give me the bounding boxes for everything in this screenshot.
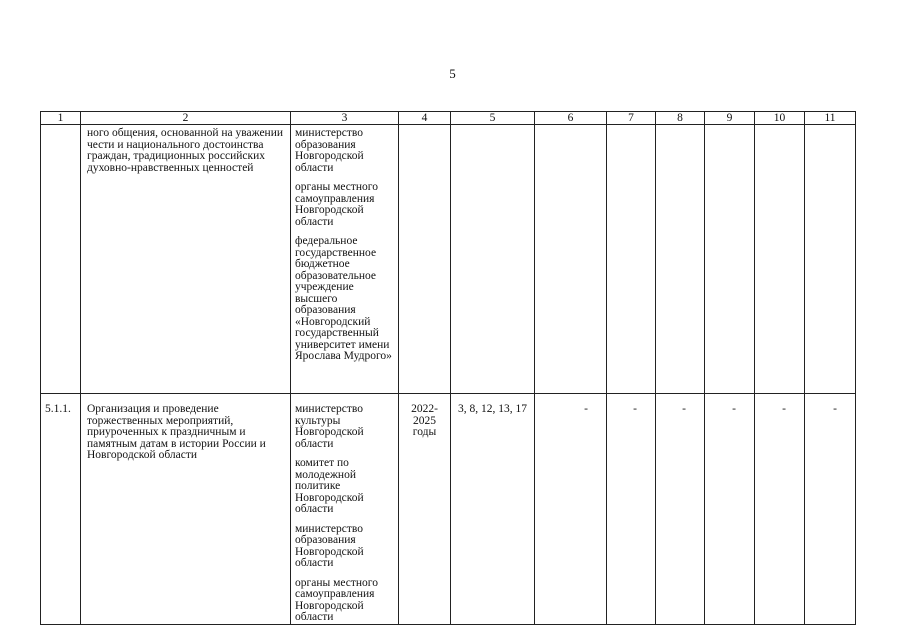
table-header-row xyxy=(41,112,856,125)
activities-table xyxy=(40,111,856,625)
executor-item: органы местного самоуправления Новгородской области xyxy=(295,181,378,228)
value-cell: - xyxy=(535,394,607,625)
row-number xyxy=(41,125,81,394)
row-number: 5.1.1. xyxy=(41,394,81,625)
executor-item: федеральное государственное бюджетное образовательное учреждение высшего образования «Новгородский государственный университет имени Ярослава Мудрого» xyxy=(295,235,392,362)
activity-text: Организация и проведение торжественных мероприятий, приуроченных к праздничным и памятным датам в истории России и Новгородской области xyxy=(87,403,266,461)
column-header: 4 xyxy=(399,112,451,125)
column-header: 1 xyxy=(41,112,81,125)
column-header: 2 xyxy=(81,112,291,125)
executor-item: комитет по молодежной политике Новгородской области xyxy=(295,457,364,515)
value-cell: - xyxy=(805,394,856,625)
column-header: 5 xyxy=(451,112,535,125)
term-cell: 2022-2025 годы xyxy=(399,394,451,625)
table-row xyxy=(41,125,856,394)
column-header: 6 xyxy=(535,112,607,125)
column-header: 7 xyxy=(607,112,656,125)
indicators-cell xyxy=(451,125,535,394)
value-cell xyxy=(705,125,755,394)
value-cell xyxy=(805,125,856,394)
executor-item: министерство культуры Новгородской области xyxy=(295,403,364,450)
value-cell xyxy=(535,125,607,394)
column-header: 9 xyxy=(705,112,755,125)
value-cell xyxy=(607,125,656,394)
value-cell xyxy=(755,125,805,394)
executors-cell xyxy=(291,125,399,394)
value-cell: - xyxy=(656,394,705,625)
activity-cell xyxy=(81,125,291,394)
value-cell: - xyxy=(755,394,805,625)
executor-item: министерство образования Новгородской области xyxy=(295,127,364,174)
executor-item: органы местного самоуправления Новгородской области xyxy=(295,576,378,623)
indicators-cell: 3, 8, 12, 13, 17 xyxy=(451,394,535,625)
activity-cell xyxy=(81,394,291,625)
column-header: 3 xyxy=(291,112,399,125)
executor-item: министерство образования Новгородской области xyxy=(295,522,364,569)
activity-text: ного общения, основанной на уважении чести и национального достоинства граждан, традиционных российских духовно-нравственных ценностей xyxy=(87,127,284,174)
page-number: 5 xyxy=(449,66,456,81)
value-cell: - xyxy=(705,394,755,625)
term-cell xyxy=(399,125,451,394)
value-cell: - xyxy=(607,394,656,625)
table-row xyxy=(41,394,856,625)
column-header: 10 xyxy=(755,112,805,125)
executors-cell xyxy=(291,394,399,625)
value-cell xyxy=(656,125,705,394)
column-header: 8 xyxy=(656,112,705,125)
column-header: 11 xyxy=(805,112,856,125)
